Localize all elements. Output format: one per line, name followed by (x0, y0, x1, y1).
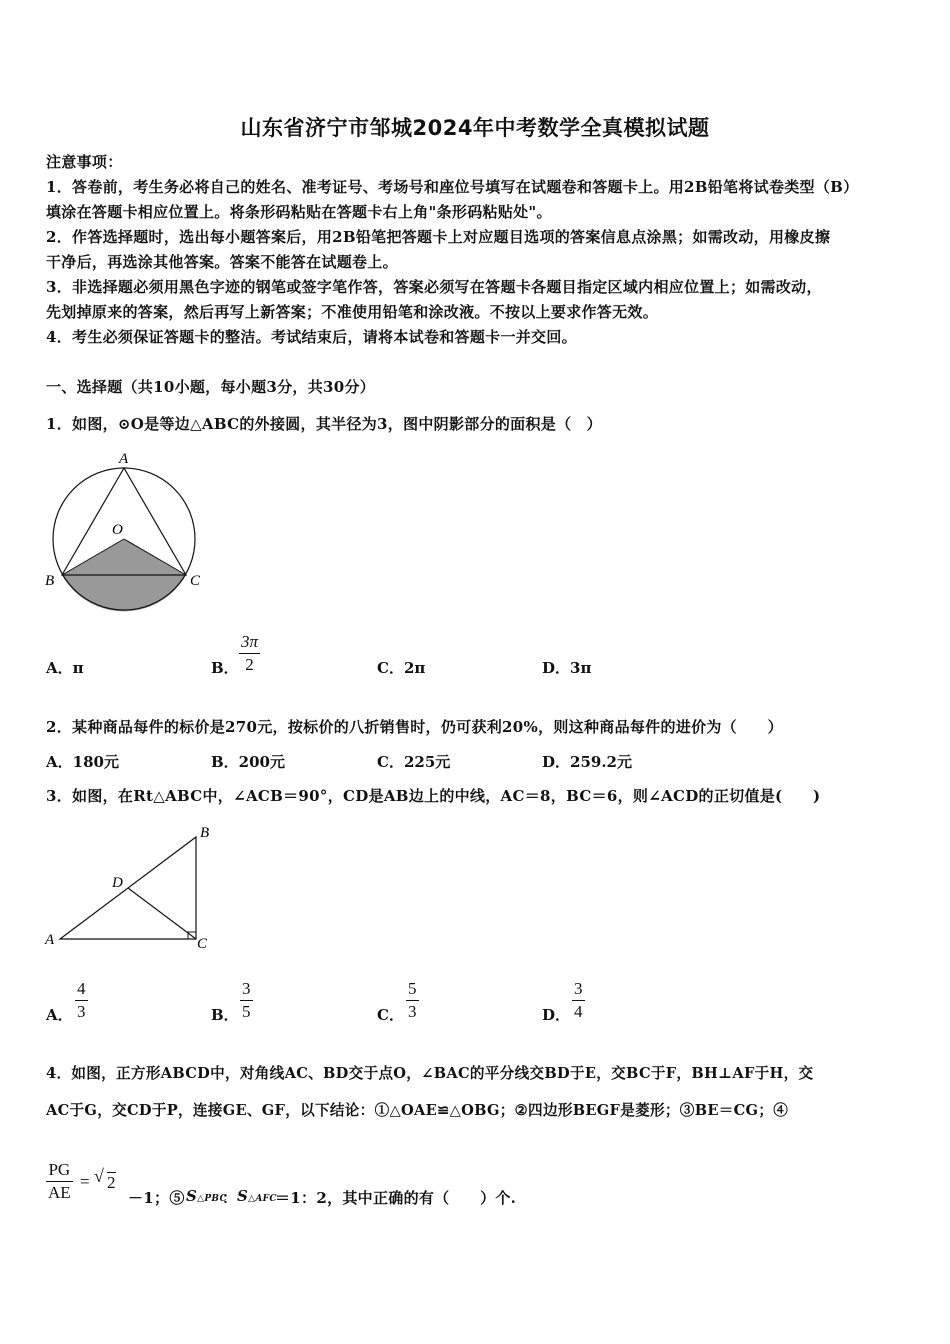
q4-s-afc-symbol: S (237, 1187, 249, 1205)
q3-stem: 3．如图，在Rt△ABC中，∠ACB＝90°，CD是AB边上的中线，AC＝8，BC＝6，则∠ACD的正切值是( ) (46, 787, 821, 805)
q3-label-d: D (112, 875, 123, 891)
q4-s-pbc-symbol: S (186, 1187, 198, 1205)
q1-label-a: A (119, 451, 129, 467)
q3-option-c-label: C． (377, 1006, 404, 1024)
q3-figure (40, 820, 230, 960)
q4-line-1: 4．如图，正方形ABCD中，对角线AC、BD交于点O，∠BAC的平分线交BD于E，交BC于F，BH⊥AF于H，交 (46, 1065, 814, 1082)
q3-option-b-denominator: 5 (242, 1002, 251, 1021)
notice-line: 填涂在答题卡相应位置上。将条形码粘贴在答题卡右上角"条形码粘贴处"。 (46, 203, 552, 221)
q4-equals: = (80, 1172, 90, 1191)
notice-line: 3．非选择题必须用黑色字迹的钢笔或签字笔作答，答案必须写在答题卡各题目指定区域内相应位置上；如需改动， (46, 278, 822, 296)
q3-option-c-fraction (406, 979, 419, 1022)
notice-line: 1．答卷前，考生务必将自己的姓名、准考证号、考场号和座位号填写在试题卷和答题卡上。用2B铅笔将试卷类型（B） (46, 178, 859, 196)
notice-line: 干净后，再选涂其他答案。答案不能答在试题卷上。 (46, 253, 398, 271)
q2-stem: 2．某种商品每件的标价是270元，按标价的八折销售时，仍可获利20%，则这种商品每件的进价为（ ） (46, 718, 783, 736)
q4-fraction-pg-ae (46, 1160, 73, 1203)
q4-ratio-colon: ： (222, 1189, 238, 1207)
q4-fraction-numerator: PG (48, 1160, 71, 1179)
q3-option-d-label: D． (542, 1006, 571, 1024)
q3-option-b-numerator: 3 (242, 979, 251, 998)
q1-option-b-denominator: 2 (245, 655, 254, 674)
q1-option-b-label: B． (211, 659, 239, 677)
q1-option-b-fraction (239, 632, 260, 675)
q2-option-c: C．225元 (377, 753, 451, 771)
q1-shaded-segment (62, 575, 186, 611)
q2-option-a: A．180元 (46, 753, 119, 771)
q1-option-c: C．2π (377, 659, 426, 677)
q4-line-3b: ＝1：2，其中正确的有（ ）个. (275, 1189, 517, 1207)
q3-label-c: C (197, 936, 208, 952)
q1-option-a: A．π (46, 659, 84, 677)
q3-option-d-fraction (572, 979, 585, 1022)
notice-line: 先划掉原来的答案，然后再写上新答案；不准使用铅笔和涂改液。不按以上要求作答无效。 (46, 303, 659, 321)
q4-s-pbc-subscript: △PBC (197, 1194, 227, 1204)
q3-option-c-numerator: 5 (408, 979, 417, 998)
notice-line: 4．考生必须保证答题卡的整洁。考试结束后，请将本试卷和答题卡一并交回。 (46, 328, 577, 346)
page-title: 山东省济宁市邹城2024年中考数学全真模拟试题 (240, 116, 710, 140)
q3-option-a-fraction (75, 979, 88, 1022)
q4-sqrt-sign: √ (94, 1166, 104, 1186)
q1-shaded-triangle (62, 539, 186, 575)
q4-sqrt-radicand: 2 (107, 1173, 116, 1192)
q1-figure (40, 448, 210, 618)
notice-line: 2．作答选择题时，选出每小题答案后，用2B铅笔把答题卡上对应题目选项的答案信息点涂黑；如需改动，用橡皮擦 (46, 228, 831, 246)
q3-label-a: A (45, 932, 55, 948)
q4-s-afc (237, 1187, 277, 1205)
notice-heading: 注意事项： (46, 153, 123, 171)
q1-label-c: C (190, 573, 201, 589)
q3-median-cd (128, 888, 196, 939)
q1-option-d: D．3π (542, 659, 592, 677)
q2-option-d: D．259.2元 (542, 753, 632, 771)
q4-s-afc-subscript: △AFC (248, 1194, 277, 1204)
q3-option-a-numerator: 4 (77, 979, 86, 998)
section-heading: 一、选择题（共10小题，每小题3分，共30分） (46, 378, 376, 396)
q1-label-o: O (112, 522, 123, 538)
q3-option-a-denominator: 3 (77, 1002, 86, 1021)
q4-fraction-denominator: AE (48, 1183, 71, 1202)
q1-option-b-numerator: 3π (241, 632, 259, 651)
q3-option-b-label: B． (211, 1006, 239, 1024)
q3-option-c-denominator: 3 (408, 1002, 417, 1021)
q3-option-a-label: A． (46, 1006, 73, 1024)
q2-option-b: B．200元 (211, 753, 285, 771)
q3-label-b: B (200, 825, 210, 841)
q4-s-pbc (186, 1187, 227, 1205)
q1-label-b: B (45, 573, 55, 589)
q3-option-b-fraction (240, 979, 253, 1022)
q1-stem: 1．如图，⊙O是等边△ABC的外接圆，其半径为3，图中阴影部分的面积是（ ） (46, 415, 602, 433)
q4-line-2: AC于G，交CD于P，连接GE、GF，以下结论：①△OAE≌△OBG；②四边形BEGF是菱形；③BE＝CG；④ (46, 1102, 789, 1119)
q4-line-3a: －1；⑤ (128, 1189, 185, 1207)
q3-option-d-numerator: 3 (574, 979, 583, 998)
q3-option-d-denominator: 4 (574, 1002, 583, 1021)
